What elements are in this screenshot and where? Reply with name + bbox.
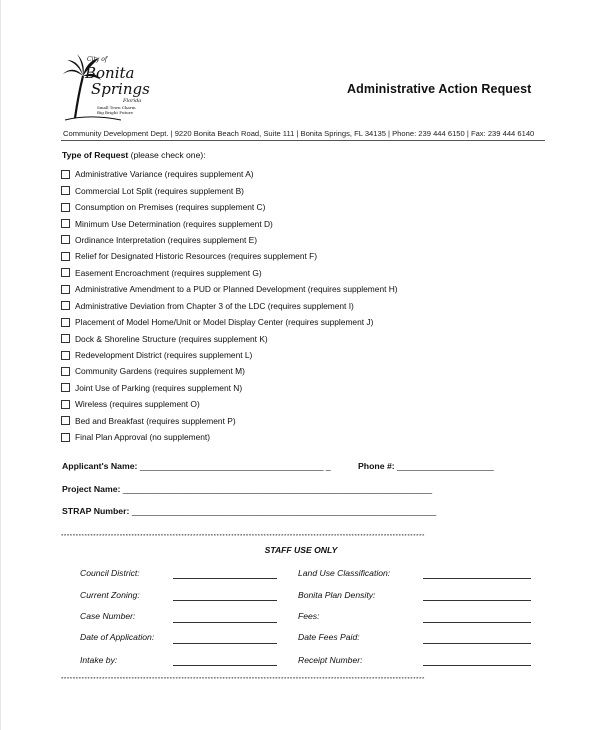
request-option[interactable] <box>61 248 398 264</box>
request-option-label: Bed and Breakfast (requires supplement P) <box>75 415 236 426</box>
request-option[interactable] <box>61 281 398 297</box>
checkbox[interactable] <box>61 351 70 360</box>
checkbox[interactable] <box>61 170 70 179</box>
bonita-plan-density-label: Bonita Plan Density: <box>298 590 376 600</box>
request-option[interactable] <box>61 215 398 231</box>
checkbox[interactable] <box>61 219 70 228</box>
council-district-input[interactable] <box>173 578 277 579</box>
city-logo <box>61 46 157 126</box>
case-number-input[interactable] <box>173 622 277 623</box>
request-option[interactable] <box>61 429 398 445</box>
request-option-label: Joint Use of Parking (requires supplement N) <box>75 382 243 393</box>
request-option-label: Relief for Designated Historic Resources (requires supplement F) <box>75 251 318 262</box>
request-option-label: Administrative Deviation from Chapter 3 of the LDC (requires supplement I) <box>75 300 354 311</box>
checkbox[interactable] <box>61 186 70 195</box>
request-option[interactable] <box>61 330 398 346</box>
applicant-name-input[interactable]: ______________________________________ _ <box>139 461 331 471</box>
request-option[interactable] <box>61 232 398 248</box>
staff-section-bottom-border: **************************************************************************************************************************** <box>61 677 425 683</box>
date-of-application-input[interactable] <box>173 643 277 644</box>
checkbox[interactable] <box>61 268 70 277</box>
phone-label: Phone #: <box>358 461 395 471</box>
date-fees-paid-input[interactable] <box>423 643 531 644</box>
request-option-label: Community Gardens (requires supplement M) <box>75 366 245 377</box>
checkbox[interactable] <box>61 383 70 392</box>
request-option-label: Minimum Use Determination (requires supplement D) <box>75 218 273 229</box>
phone-input[interactable]: ____________________ <box>397 461 494 471</box>
checkbox[interactable] <box>61 318 70 327</box>
checkbox[interactable] <box>61 433 70 442</box>
checkbox[interactable] <box>61 367 70 376</box>
project-name-field[interactable] <box>62 484 432 494</box>
checkbox[interactable] <box>61 235 70 244</box>
request-option-label: Final Plan Approval (no supplement) <box>75 432 211 443</box>
receipt-number-label: Receipt Number: <box>298 655 363 665</box>
date-fees-paid-label: Date Fees Paid: <box>298 632 360 642</box>
receipt-number-input[interactable] <box>423 665 531 666</box>
checkbox[interactable] <box>61 400 70 409</box>
checkbox[interactable] <box>61 416 70 425</box>
request-option[interactable] <box>61 166 398 182</box>
request-type-heading-bold: Type of Request <box>62 150 129 160</box>
strap-number-label: STRAP Number: <box>62 506 130 516</box>
request-option[interactable] <box>61 413 398 429</box>
intake-by-input[interactable] <box>173 665 277 666</box>
project-name-input[interactable]: ________________________________________________________________ <box>122 484 433 494</box>
department-address: Community Development Dept. | 9220 Bonita Beach Road, Suite 111 | Bonita Springs, FL 34135 | Phone: 239 444 6150 | Fax: 239 444 6140 <box>63 129 535 138</box>
logo-springs: Springs <box>91 80 150 98</box>
current-zoning-label: Current Zoning: <box>80 590 140 600</box>
request-option-label: Commercial Lot Split (requires supplement B) <box>75 185 244 196</box>
staff-use-title: STAFF USE ONLY <box>264 545 338 555</box>
fees-input[interactable] <box>423 622 531 623</box>
request-type-heading <box>62 150 206 160</box>
request-option[interactable] <box>61 199 398 215</box>
logo-bonita: Bonita <box>85 64 135 82</box>
palm-tree-logo-icon <box>61 46 157 126</box>
request-type-list <box>61 166 398 445</box>
request-option-label: Placement of Model Home/Unit or Model Display Center (requires supplement J) <box>75 317 374 328</box>
request-option-label: Consumption on Premises (requires supplement C) <box>75 202 266 213</box>
intake-by-label: Intake by: <box>80 655 118 665</box>
request-option-label: Administrative Variance (requires supplement A) <box>75 169 254 180</box>
request-option[interactable] <box>61 396 398 412</box>
logo-florida: Florida <box>123 98 142 104</box>
project-name-label: Project Name: <box>62 484 121 494</box>
request-option[interactable] <box>61 182 398 198</box>
checkbox[interactable] <box>61 334 70 343</box>
request-option-label: Redevelopment District (requires supplement L) <box>75 350 253 361</box>
logo-city-of: City of <box>87 56 108 63</box>
applicant-name-field[interactable] <box>62 461 331 471</box>
staff-section-top-border: **************************************************************************************************************************** <box>61 534 425 540</box>
request-option-label: Easement Encroachment (requires supplement G) <box>75 267 262 278</box>
checkbox[interactable] <box>61 252 70 261</box>
request-type-heading-note: (please check one): <box>128 150 206 160</box>
request-option-label: Administrative Amendment to a PUD or Planned Development (requires supplement H) <box>75 284 398 295</box>
header-divider <box>61 140 545 141</box>
bonita-plan-density-input[interactable] <box>423 600 531 601</box>
request-option[interactable] <box>61 298 398 314</box>
case-number-label: Case Number: <box>80 611 136 621</box>
council-district-label: Council District: <box>80 568 140 578</box>
request-option[interactable] <box>61 347 398 363</box>
checkbox[interactable] <box>61 285 70 294</box>
request-option-label: Dock & Shoreline Structure (requires supplement K) <box>75 333 268 344</box>
phone-field[interactable] <box>358 461 494 471</box>
fees-label: Fees: <box>298 611 320 621</box>
checkbox[interactable] <box>61 203 70 212</box>
request-option[interactable] <box>61 314 398 330</box>
request-option[interactable] <box>61 265 398 281</box>
strap-number-input[interactable]: _______________________________________________________________ <box>131 506 437 516</box>
request-option[interactable] <box>61 363 398 379</box>
request-option-label: Ordinance Interpretation (requires supplement E) <box>75 234 258 245</box>
date-of-application-label: Date of Application: <box>80 632 155 642</box>
logo-tagline-2: Big Bright Future <box>97 110 134 115</box>
logo-tagline-1: Small Town Charm <box>97 105 136 110</box>
checkbox[interactable] <box>61 301 70 310</box>
request-option[interactable] <box>61 380 398 396</box>
land-use-classification-label: Land Use Classification: <box>298 568 391 578</box>
form-title: Administrative Action Request <box>347 82 532 96</box>
strap-number-field[interactable] <box>62 506 436 516</box>
land-use-classification-input[interactable] <box>423 578 531 579</box>
applicant-name-label: Applicant's Name: <box>62 461 138 471</box>
current-zoning-input[interactable] <box>173 600 277 601</box>
request-option-label: Wireless (requires supplement O) <box>75 399 200 410</box>
